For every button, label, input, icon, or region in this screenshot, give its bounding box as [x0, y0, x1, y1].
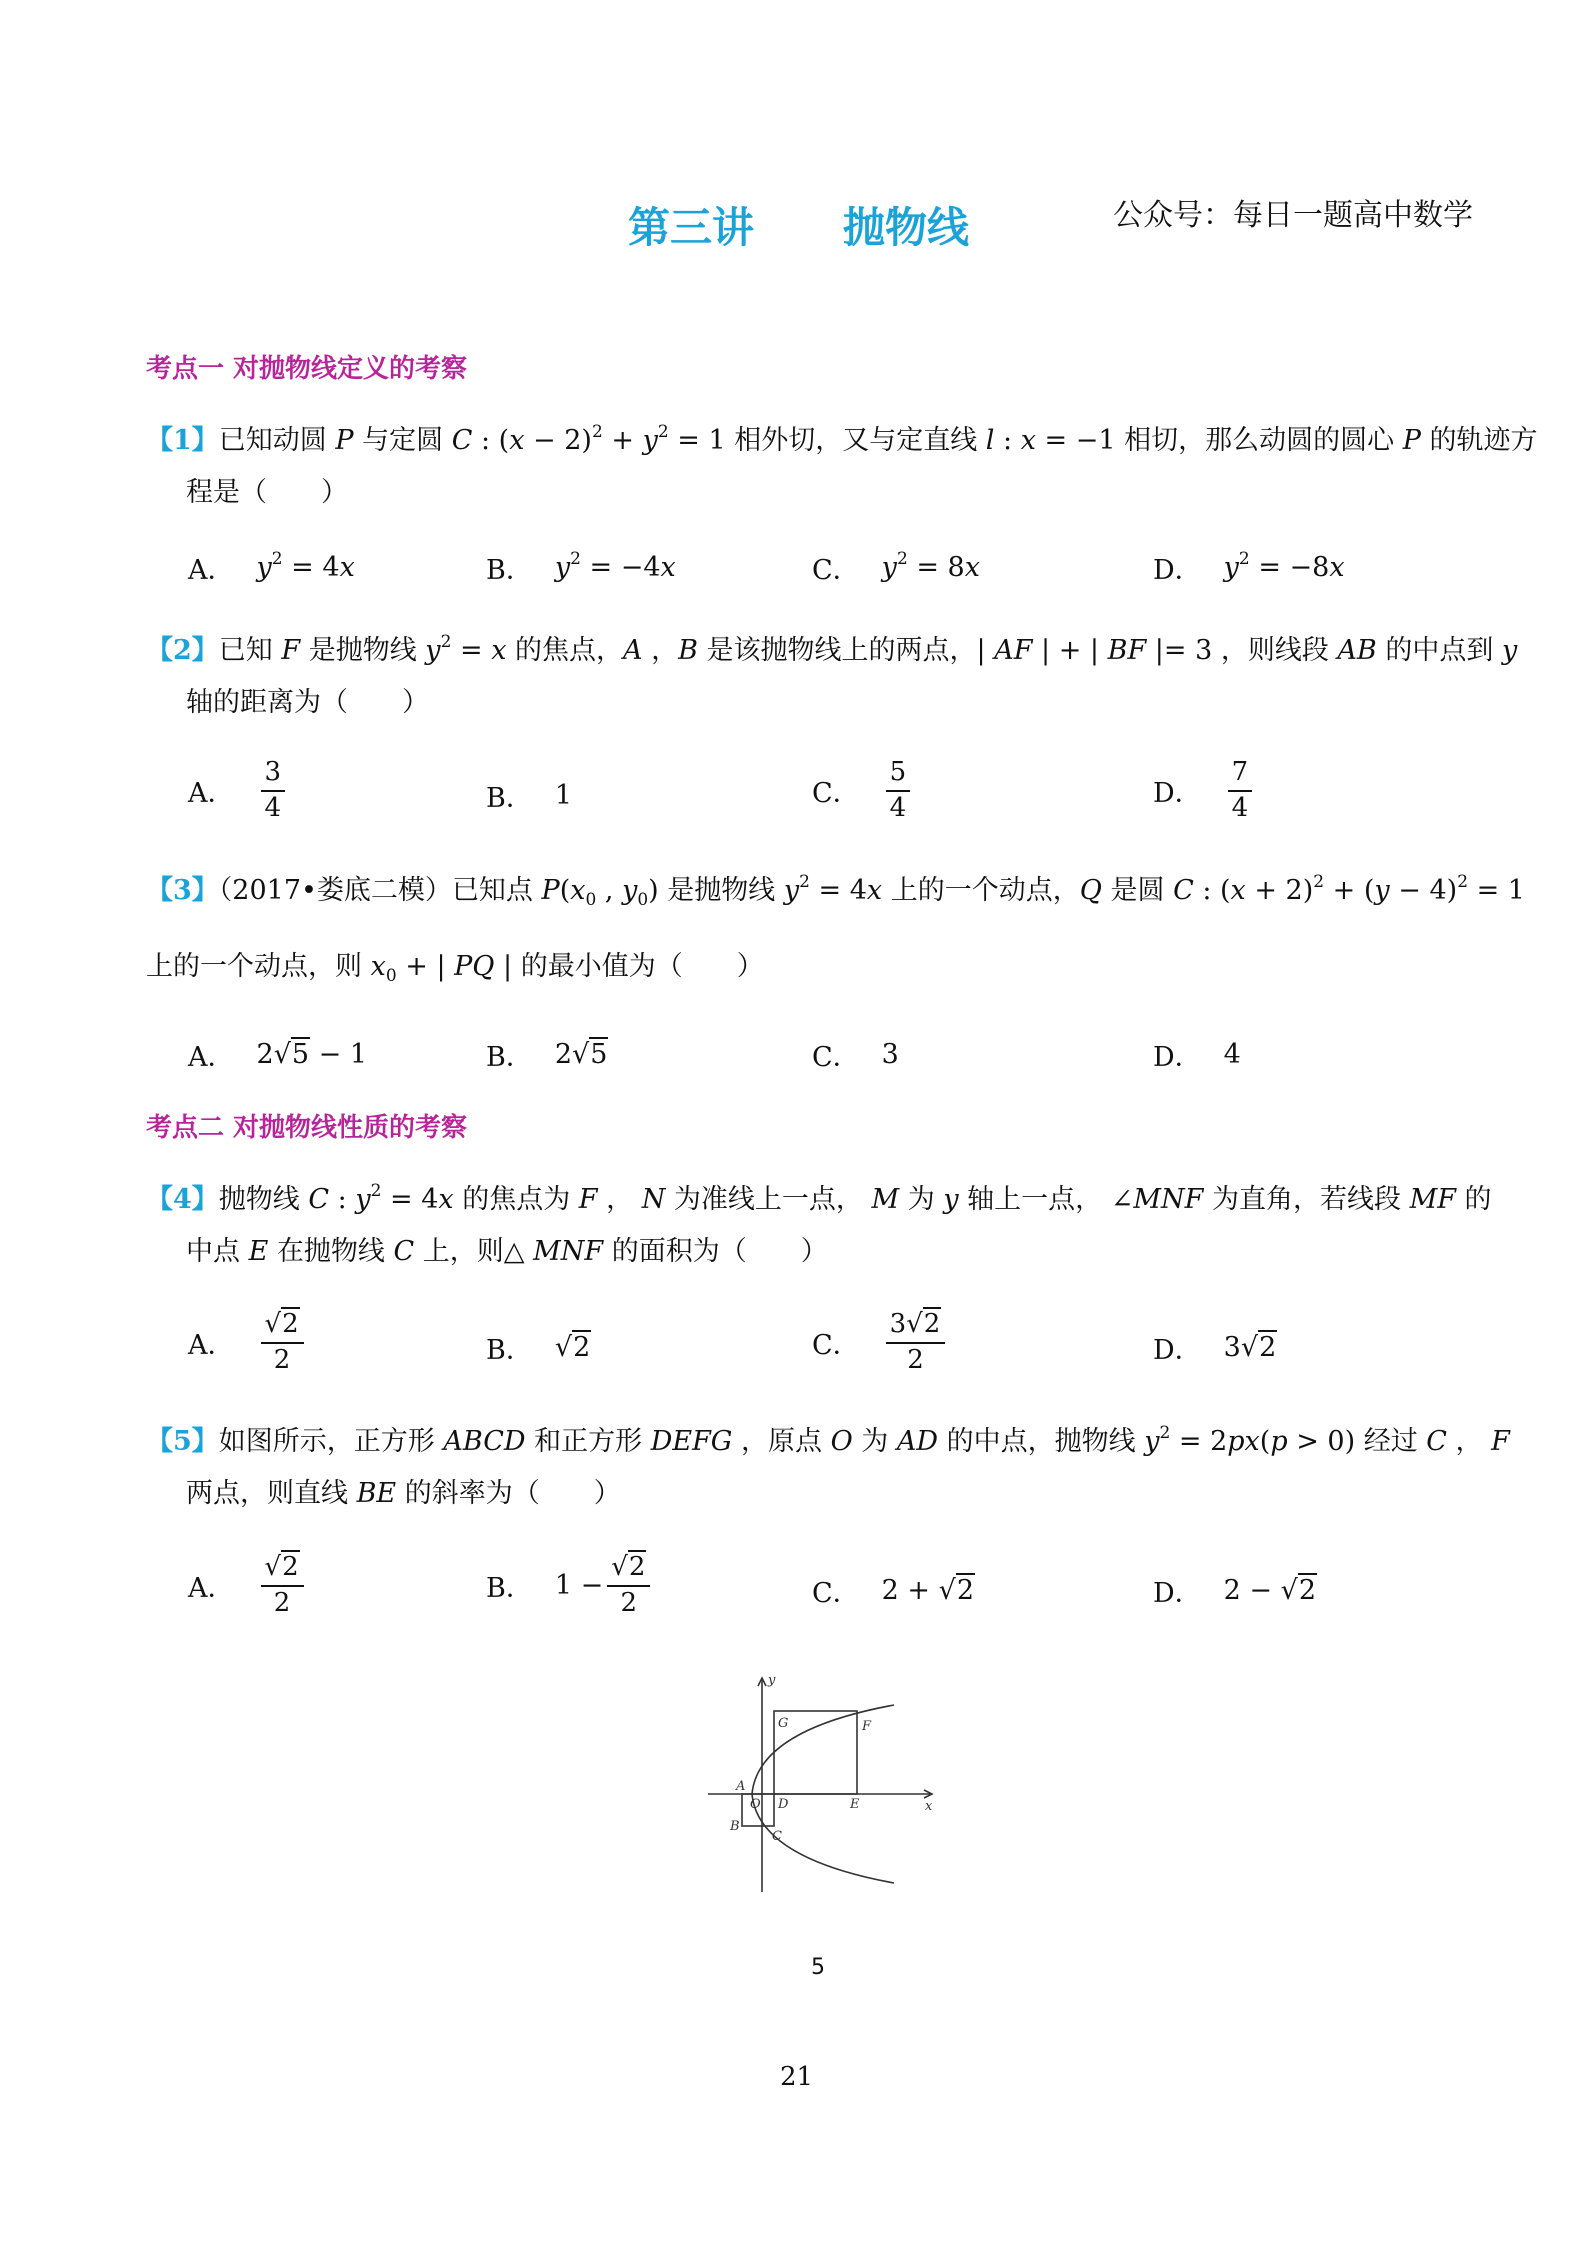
option-1D[interactable]: D． $y^2 = -8x$ [1153, 549, 1345, 586]
option-4C[interactable]: C． $\frac{3√2}{2}$ [812, 1310, 949, 1376]
option-3D[interactable]: D． 4 [1153, 1039, 1241, 1073]
label-b: B [730, 1819, 740, 1834]
option-4D[interactable]: D． 3√2 [1153, 1332, 1277, 1366]
question-2-line-2: 轴的距离为（ ） [186, 687, 429, 718]
question-3-line-1: 【3】（2017•娄底二模）已知点 $P(x_0$ , $y_0$) 是抛物线 $y^2 = 4x$ 上的一个动点，Q 是圆 C : $(x + 2)^2 + (y - 4)^2 = 1$ [146, 872, 1525, 910]
question-source: （2017•娄底二模） [218, 875, 452, 906]
question-number: 【3】 [146, 875, 219, 906]
question-2-line-1: 【2】已知 F 是抛物线 $y^2 = x$ 的焦点，A ，B 是该抛物线上的两点，| AF | + | BF |= 3 ，则线段 AB 的中点到 y [146, 632, 1518, 666]
parabola-squares-figure [700, 1670, 940, 1900]
label-e: E [850, 1797, 860, 1812]
lecture-number: 第三讲 [628, 203, 755, 252]
question-1-line-1: 【1】已知动圆 P 与定圆 C : $(x - 2)^2 + y^2 = 1$ 相外切，又与定直线 l : x = −1 相切，那么动圆的圆心 P 的轨迹方 [146, 422, 1538, 456]
option-5D[interactable]: D． 2 − √2 [1153, 1575, 1317, 1609]
option-2B[interactable]: B． 1 [486, 780, 573, 814]
option-5C[interactable]: C． 2 + √2 [812, 1575, 975, 1609]
question-3-line-2: 上的一个动点，则 $x_0$ + | PQ | 的最小值为（ ） [146, 951, 764, 986]
label-f: F [862, 1719, 872, 1734]
option-1B[interactable]: B． $y^2 = -4x$ [486, 549, 676, 586]
question-4-line-1: 【4】抛物线 C : $y^2 = 4x$ 的焦点为 F ， N 为准线上一点， M 为 y 轴上一点， ∠MNF 为直角，若线段 MF 的 [146, 1181, 1492, 1215]
question-number: 【4】 [146, 1184, 219, 1215]
option-3A[interactable]: A． 2√5 − 1 [188, 1039, 368, 1073]
section-heading-1: 考点一 对抛物线定义的考察 [146, 354, 468, 384]
option-4B[interactable]: B． √2 [486, 1332, 591, 1366]
option-2D[interactable]: D． $\frac{7}{4}$ [1153, 758, 1256, 824]
label-y: y [768, 1673, 776, 1688]
option-2A[interactable]: A． $\frac{3}{4}$ [188, 758, 289, 824]
option-5B[interactable]: B． 1 − $\frac{√2}{2}$ [486, 1553, 654, 1619]
wechat-account: 公众号：每日一题高中数学 [1113, 198, 1473, 233]
label-d: D [778, 1797, 789, 1812]
label-x: x [925, 1799, 933, 1814]
question-5-line-2: 两点，则直线 BE 的斜率为（ ） [186, 1478, 621, 1509]
option-3B[interactable]: B． 2√5 [486, 1039, 608, 1073]
option-4A[interactable]: A． $\frac{√2}{2}$ [188, 1310, 308, 1376]
section-heading-2: 考点二 对抛物线性质的考察 [146, 1113, 468, 1143]
figure-caption: 5 [811, 1955, 825, 1980]
question-number: 【1】 [146, 425, 219, 456]
lecture-title: 抛物线 [843, 203, 970, 252]
label-o: O [750, 1797, 761, 1812]
question-4-line-2: 中点 E 在抛物线 C 上，则△ MNF 的面积为（ ） [186, 1236, 828, 1267]
question-5-line-1: 【5】如图所示，正方形 ABCD 和正方形 DEFG ，原点 O 为 AD 的中点，抛物线 $y^2 = 2px(p > 0)$ 经过 C ， F [146, 1423, 1510, 1457]
option-1A[interactable]: A． $y^2 = 4x$ [188, 549, 355, 586]
label-g: G [778, 1716, 789, 1731]
question-number: 【5】 [146, 1426, 219, 1457]
label-c: C [772, 1829, 782, 1844]
question-1-line-2: 程是（ ） [186, 477, 348, 508]
option-3C[interactable]: C． 3 [812, 1039, 899, 1073]
option-1C[interactable]: C． $y^2 = 8x$ [812, 549, 980, 586]
question-number: 【2】 [146, 635, 219, 666]
page-number: 21 [780, 2062, 814, 2092]
option-2C[interactable]: C． $\frac{5}{4}$ [812, 758, 914, 824]
label-a: A [736, 1779, 746, 1794]
option-5A[interactable]: A． $\frac{√2}{2}$ [188, 1553, 308, 1619]
